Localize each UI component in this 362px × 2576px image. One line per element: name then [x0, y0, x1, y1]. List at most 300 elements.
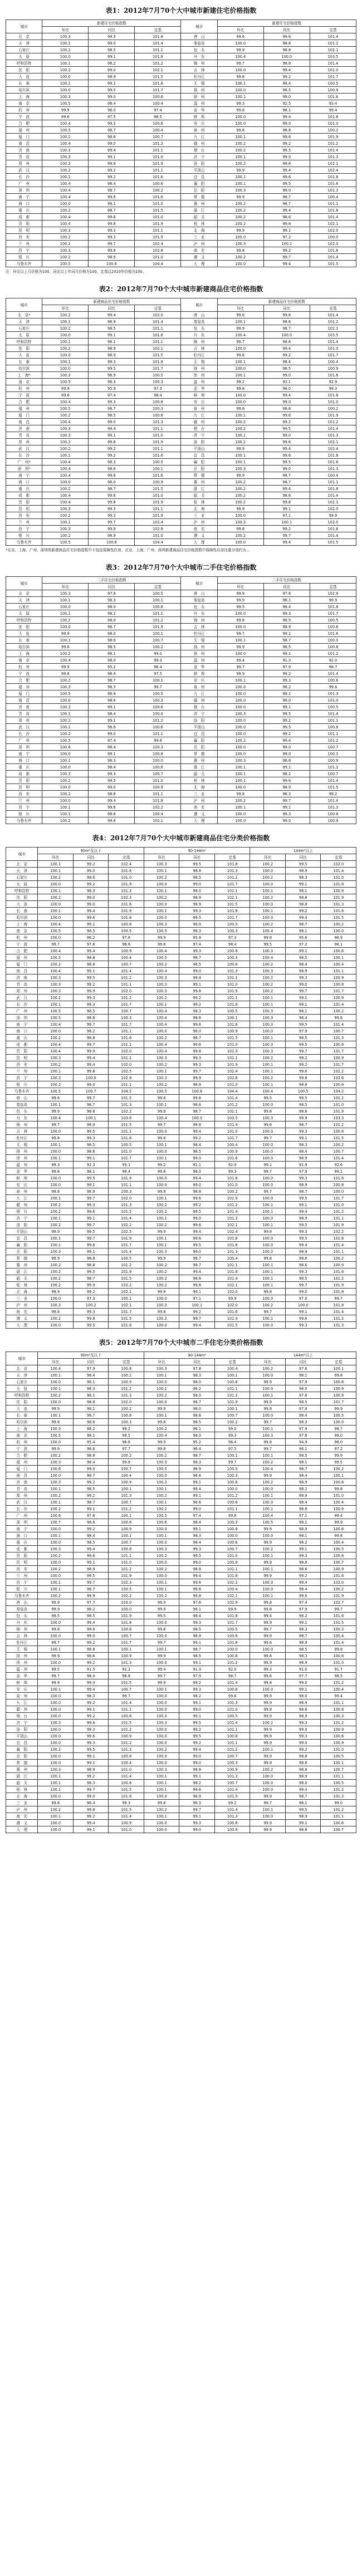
index-value-cell: 98.4	[285, 1586, 321, 1593]
index-value-cell: 100.3	[38, 1479, 74, 1486]
city-name-cell: 厦 门	[6, 134, 42, 140]
table-row	[6, 817, 356, 824]
index-value-cell: 100.6	[38, 1512, 74, 1519]
index-value-cell: 99.1	[73, 1155, 109, 1162]
index-value-cell: 100.1	[38, 1372, 74, 1379]
index-value-cell: 100.3	[38, 988, 74, 995]
column-sub-header: 环比	[217, 27, 263, 33]
city-name-cell: 长 沙	[6, 174, 42, 180]
index-value-cell: 99.4	[179, 1269, 215, 1275]
index-value-cell: 99.6	[179, 1786, 215, 1793]
index-value-cell: 98.6	[285, 1255, 321, 1262]
index-value-cell: 97.8	[89, 590, 135, 597]
index-value-cell: 98.9	[73, 1766, 109, 1773]
index-value-cell: 100.1	[217, 359, 263, 365]
index-value-cell: 100.0	[144, 1526, 179, 1532]
index-value-cell: 101.5	[109, 1275, 144, 1282]
index-value-cell: 99.7	[250, 1168, 286, 1175]
column-group-header: 新建商品住宅价格指数	[42, 298, 181, 305]
index-value-cell: 98.0	[179, 1028, 215, 1035]
index-value-cell: 99.2	[73, 1659, 109, 1666]
index-value-cell: 99.8	[250, 1679, 286, 1686]
index-value-cell: 100.0	[263, 53, 310, 60]
index-value-cell: 98.6	[179, 1015, 215, 1021]
city-name-cell: 昆 明	[6, 227, 42, 234]
index-value-cell: 100.8	[214, 1379, 250, 1385]
table-row	[6, 1182, 356, 1188]
table-row	[6, 87, 356, 94]
index-value-cell: 98.1	[179, 1606, 215, 1613]
table-row	[6, 180, 356, 187]
index-value-cell: 99.8	[179, 1282, 215, 1289]
index-value-cell: 97.2	[263, 234, 310, 241]
index-value-cell: 100.1	[109, 1512, 144, 1519]
index-value-cell: 99.9	[38, 1599, 74, 1606]
index-value-cell: 100.6	[321, 1653, 356, 1659]
city-name-cell: 湛 江	[6, 1773, 38, 1780]
index-value-cell: 99.5	[73, 1573, 109, 1579]
index-value-cell: 99.9	[214, 1295, 250, 1302]
table-row	[6, 472, 356, 479]
index-value-cell: 101.4	[214, 1720, 250, 1726]
city-name-cell: 济 南	[6, 147, 42, 154]
city-name-cell: 乌鲁木齐	[6, 1593, 38, 1599]
index-value-cell: 100.2	[38, 1202, 74, 1208]
index-value-cell: 101.6	[135, 194, 181, 200]
index-value-cell: 100.0	[250, 1532, 286, 1539]
index-value-cell: 100.2	[42, 650, 89, 657]
index-value-cell: 99.0	[73, 1466, 109, 1472]
index-value-cell: 100.2	[310, 127, 356, 134]
index-value-cell: 99.3	[285, 1322, 321, 1329]
index-value-cell: 98.8	[285, 1760, 321, 1766]
city-name-cell: 湛 江	[6, 1269, 38, 1275]
index-value-cell: 99.2	[263, 74, 310, 80]
table-row	[6, 928, 356, 934]
index-value-cell: 99.4	[263, 486, 310, 492]
index-value-cell: 100.1	[38, 1195, 74, 1202]
column-sub-header: 定基	[310, 305, 356, 312]
index-value-cell: 99.9	[250, 1760, 286, 1766]
city-name-cell: 郑 州	[6, 439, 42, 445]
index-value-cell: 98.1	[179, 1426, 215, 1432]
index-value-cell: 98.9	[89, 372, 135, 379]
index-value-cell: 98.3	[285, 1419, 321, 1426]
index-value-cell: 102.1	[310, 499, 356, 506]
index-value-cell: 100.3	[144, 1479, 179, 1486]
index-value-cell: 99.1	[73, 1182, 109, 1188]
column-sub-header: 定基	[214, 1359, 250, 1365]
city-name-cell: 济 宁	[181, 432, 217, 439]
table-row	[6, 1195, 356, 1202]
index-value-cell: 98.6	[89, 134, 135, 140]
index-value-cell: 100.9	[135, 479, 181, 486]
index-value-cell: 99.5	[73, 1746, 109, 1753]
index-value-cell: 100.9	[214, 1559, 250, 1566]
city-name-cell: 洛 阳	[181, 160, 217, 167]
city-name-cell: 贵 阳	[6, 1553, 38, 1559]
index-value-cell: 100.1	[217, 80, 263, 87]
index-value-cell: 99.5	[73, 1228, 109, 1235]
index-value-cell: 101.0	[135, 532, 181, 539]
index-value-cell: 100.4	[214, 1142, 250, 1148]
index-value-cell: 101.7	[321, 1048, 356, 1055]
index-value-cell: 101.3	[310, 764, 356, 771]
index-value-cell: 99.5	[285, 1195, 321, 1202]
index-value-cell: 99.7	[38, 941, 74, 948]
index-value-cell: 101.3	[109, 1492, 144, 1499]
index-value-cell: 100.6	[109, 1713, 144, 1720]
index-value-cell: 99.9	[38, 1289, 74, 1295]
index-value-cell: 100.8	[135, 120, 181, 127]
index-value-cell: 100.0	[250, 1128, 286, 1135]
index-value-cell: 100.2	[38, 1452, 74, 1459]
index-value-cell: 101.6	[214, 1639, 250, 1646]
index-value-cell: 98.7	[89, 405, 135, 412]
index-value-cell: 99.8	[321, 1372, 356, 1379]
index-value-cell: 99.3	[285, 974, 321, 981]
index-value-cell: 101.4	[321, 1155, 356, 1162]
index-value-cell: 100.2	[42, 791, 89, 797]
index-value-cell: 100.0	[42, 764, 89, 771]
table-row	[6, 1188, 356, 1195]
city-name-cell: 锦 州	[6, 1122, 38, 1128]
column-group-header: 新建住宅价格指数	[217, 20, 356, 27]
index-value-cell: 99.4	[217, 657, 263, 664]
column-sub-header: 同比	[179, 854, 215, 861]
index-value-cell: 101.0	[321, 1492, 356, 1499]
index-value-cell: 100.4	[42, 657, 89, 664]
table-section-t4	[0, 827, 362, 1332]
index-value-cell: 100.2	[135, 644, 181, 650]
index-value-cell: 99.9	[144, 1606, 179, 1613]
index-value-cell: 101.0	[321, 1659, 356, 1666]
index-value-cell: 99.4	[73, 1061, 109, 1068]
city-name-cell: 牡丹江	[181, 352, 217, 359]
index-value-cell: 96.4	[135, 664, 181, 670]
index-value-cell: 100.2	[214, 1419, 250, 1426]
city-name-cell: 海 口	[6, 757, 42, 764]
index-value-cell: 100.5	[135, 459, 181, 466]
index-value-cell: 99.7	[214, 1459, 250, 1466]
index-value-cell: 99.3	[179, 1820, 215, 1826]
index-value-cell: 100.4	[144, 1008, 179, 1015]
city-name-cell: 郑 州	[6, 1492, 38, 1499]
column-sub-header: 同比	[263, 27, 310, 33]
index-value-cell: 100.7	[109, 1686, 144, 1693]
table-row	[6, 1686, 356, 1693]
index-value-cell: 100.3	[109, 1015, 144, 1021]
index-value-cell: 98.4	[179, 1486, 215, 1492]
index-value-cell: 98.6	[285, 1766, 321, 1773]
index-value-cell: 100.1	[250, 1746, 286, 1753]
index-value-cell: 100.9	[321, 1385, 356, 1392]
index-value-cell: 101.4	[310, 312, 356, 319]
index-value-cell: 98.9	[285, 1639, 321, 1646]
table-row	[6, 968, 356, 974]
city-name-cell: 大 连	[6, 901, 38, 908]
index-value-cell: 101.6	[310, 180, 356, 187]
city-name-cell: 三 亚	[6, 1800, 38, 1806]
index-value-cell: 99.0	[263, 120, 310, 127]
index-value-cell: 100.2	[42, 134, 89, 140]
index-value-cell: 98.5	[73, 1539, 109, 1546]
index-value-cell: 102.5	[109, 1068, 144, 1075]
index-value-cell: 100.4	[144, 1041, 179, 1048]
city-name-cell: 福 州	[6, 127, 42, 134]
index-value-cell: 98.1	[285, 928, 321, 934]
index-value-cell: 99.8	[38, 1800, 74, 1806]
index-value-cell: 98.9	[285, 1492, 321, 1499]
index-value-cell: 98.4	[285, 1499, 321, 1506]
index-value-cell: 99.7	[321, 1295, 356, 1302]
index-value-cell: 101.6	[109, 1035, 144, 1041]
city-name-cell: 长 春	[6, 359, 42, 365]
city-name-cell: 常 德	[181, 472, 217, 479]
index-value-cell: 99.2	[263, 717, 310, 724]
index-value-cell: 100.3	[250, 1021, 286, 1028]
index-value-cell: 100.0	[217, 784, 263, 791]
index-value-cell: 100.2	[250, 1546, 286, 1553]
index-value-cell: 100.9	[321, 974, 356, 981]
index-value-cell: 100.1	[42, 597, 89, 604]
index-value-cell: 101.1	[214, 888, 250, 894]
column-header-city: 城市	[6, 20, 42, 33]
table-row	[6, 1048, 356, 1055]
table-row	[6, 1309, 356, 1315]
index-value-cell: 102.4	[214, 1228, 250, 1235]
index-value-cell: 98.5	[135, 114, 181, 120]
index-value-cell: 98.9	[179, 1466, 215, 1472]
index-value-cell: 101.4	[310, 214, 356, 221]
city-name-cell: 北 海	[181, 227, 217, 234]
table-row	[6, 1646, 356, 1653]
index-value-cell: 99.8	[42, 644, 89, 650]
index-value-cell: 100.1	[217, 452, 263, 459]
table-row	[6, 1733, 356, 1740]
index-value-cell: 100.1	[217, 764, 263, 771]
city-name-cell: 呼和浩特	[6, 60, 42, 67]
index-value-cell: 101.2	[310, 419, 356, 425]
index-value-cell: 100.0	[38, 1700, 74, 1706]
index-value-cell: 100.1	[214, 1015, 250, 1021]
index-value-cell: 98.9	[179, 1633, 215, 1639]
index-value-cell: 100.2	[250, 1302, 286, 1309]
index-value-cell: 102.0	[310, 241, 356, 247]
index-value-cell: 99.4	[109, 1168, 144, 1175]
index-value-cell: 100.0	[38, 1760, 74, 1766]
index-value-cell: 98.4	[285, 1412, 321, 1419]
index-value-cell: 99.2	[285, 908, 321, 914]
index-value-cell: 100.5	[250, 1519, 286, 1526]
index-value-cell: 100.8	[214, 1733, 250, 1740]
city-name-cell: 遵 义	[181, 811, 217, 817]
index-value-cell: 100.1	[144, 1101, 179, 1108]
index-value-cell: 100.5	[109, 928, 144, 934]
index-value-cell: 101.5	[321, 1619, 356, 1626]
index-value-cell: 99.3	[214, 1168, 250, 1175]
index-value-cell: 98.9	[285, 1526, 321, 1532]
table-row	[6, 526, 356, 532]
index-value-cell: 101.6	[321, 1613, 356, 1619]
index-value-cell: 100.1	[144, 908, 179, 914]
index-value-cell: 101.8	[214, 1613, 250, 1619]
city-name-cell: 哈尔滨	[6, 1419, 38, 1426]
index-value-cell: 99.6	[89, 804, 135, 811]
index-value-cell: 100.0	[250, 1780, 286, 1786]
table-row	[6, 1553, 356, 1559]
column-group-header: 144m²以上	[250, 848, 356, 854]
index-value-cell: 99.0	[179, 1215, 215, 1222]
index-value-cell: 100.9	[214, 1028, 250, 1035]
index-value-cell: 100.0	[217, 650, 263, 657]
table-row	[6, 1753, 356, 1760]
table-row	[6, 961, 356, 968]
index-value-cell: 102.8	[135, 247, 181, 254]
index-value-cell: 99.0	[73, 1081, 109, 1088]
index-value-cell: 100.5	[214, 1713, 250, 1720]
index-value-cell: 100.7	[321, 1826, 356, 1833]
index-value-cell: 100.2	[321, 1008, 356, 1015]
index-value-cell: 102.4	[109, 861, 144, 868]
city-name-cell: 大 理	[181, 539, 217, 546]
index-value-cell: 100.8	[135, 604, 181, 610]
index-value-cell: 100.0	[38, 1439, 74, 1446]
index-value-cell: 100.3	[250, 968, 286, 974]
index-value-cell: 101.3	[214, 1215, 250, 1222]
index-value-cell: 100.2	[42, 512, 89, 519]
index-value-cell: 100.0	[217, 684, 263, 690]
index-value-cell: 100.2	[217, 160, 263, 167]
table-row	[6, 610, 356, 617]
index-value-cell: 100.2	[42, 325, 89, 332]
city-name-cell: 厦 门	[6, 412, 42, 419]
index-value-cell: 99.9	[250, 1826, 286, 1833]
table-section-t3	[0, 557, 362, 827]
index-value-cell: 98.9	[73, 1188, 109, 1195]
index-value-cell: 98.5	[179, 874, 215, 881]
index-value-cell: 99.8	[250, 1606, 286, 1613]
index-value-cell: 100.3	[321, 1713, 356, 1720]
city-name-cell: 吉 林	[181, 67, 217, 74]
table-row	[6, 1162, 356, 1168]
index-value-cell: 100.0	[38, 1693, 74, 1700]
index-value-cell: 100.5	[321, 1546, 356, 1553]
index-value-cell: 99.6	[179, 1041, 215, 1048]
table-row	[6, 664, 356, 670]
city-name-cell: 贵 阳	[6, 221, 42, 227]
table-row	[6, 797, 356, 804]
index-value-cell: 100.3	[250, 1115, 286, 1122]
city-name-cell: 三 亚	[181, 791, 217, 797]
city-name-cell: 洛 阳	[6, 1222, 38, 1228]
city-name-cell: 济 宁	[6, 1215, 38, 1222]
table-row	[6, 1248, 356, 1255]
index-value-cell: 99.5	[321, 1459, 356, 1466]
city-name-cell: 泸 州	[181, 241, 217, 247]
index-value-cell: 99.2	[73, 1713, 109, 1720]
index-value-cell: 100.3	[144, 1546, 179, 1553]
index-value-cell: 100.4	[42, 419, 89, 425]
index-value-cell: 100.8	[214, 1479, 250, 1486]
index-value-cell: 101.9	[214, 1048, 250, 1055]
index-value-cell: 99.8	[38, 1135, 74, 1142]
index-value-cell: 100.1	[42, 757, 89, 764]
index-value-cell: 100.2	[144, 874, 179, 881]
table-row	[6, 1786, 356, 1793]
index-value-cell: 98.7	[89, 624, 135, 630]
index-value-cell: 101.1	[321, 1215, 356, 1222]
index-value-cell: 99.4	[285, 1786, 321, 1793]
index-value-cell: 99.6	[285, 1315, 321, 1322]
index-value-cell: 100.4	[38, 1041, 74, 1048]
index-value-cell: 98.3	[179, 1372, 215, 1379]
table-row	[6, 630, 356, 637]
index-value-cell: 100.6	[179, 1088, 215, 1095]
index-value-cell: 101.8	[310, 114, 356, 120]
city-name-cell: 唐 山	[6, 1095, 38, 1101]
index-value-cell: 100.6	[89, 539, 135, 546]
index-value-cell: 99.5	[250, 1095, 286, 1101]
index-value-cell: 100.0	[217, 731, 263, 737]
index-value-cell: 99.0	[179, 1753, 215, 1760]
index-value-cell: 101.8	[135, 332, 181, 339]
index-value-cell: 101.0	[321, 1746, 356, 1753]
index-value-cell: 99.1	[285, 1820, 321, 1826]
index-value-cell: 97.7	[285, 1673, 321, 1679]
table-row	[6, 100, 356, 107]
city-name-cell: 哈尔滨	[6, 87, 42, 94]
index-value-cell: 100.0	[42, 797, 89, 804]
index-value-cell: 99.0	[179, 968, 215, 974]
city-name-cell: 泉 州	[6, 1188, 38, 1195]
index-value-cell: 101.1	[214, 1506, 250, 1512]
index-value-cell: 100.4	[144, 1021, 179, 1028]
city-name-cell: 温 州	[181, 657, 217, 664]
table-row	[6, 1766, 356, 1773]
city-name-cell: 北 京	[6, 1365, 38, 1372]
index-value-cell: 98.4	[135, 392, 181, 399]
index-value-cell: 98.3	[179, 1459, 215, 1466]
index-value-cell: 100.0	[217, 751, 263, 757]
index-value-cell: 99.8	[89, 499, 135, 506]
index-value-cell: 100.0	[250, 1486, 286, 1492]
index-value-cell: 101.6	[109, 901, 144, 908]
city-name-cell: 杭 州	[6, 664, 42, 670]
index-value-cell: 99.2	[73, 1700, 109, 1706]
index-value-cell: 101.0	[214, 981, 250, 988]
index-value-cell: 97.4	[135, 107, 181, 114]
index-value-cell: 100.2	[250, 1766, 286, 1773]
index-value-cell: 100.2	[42, 445, 89, 452]
table-row	[6, 1385, 356, 1392]
index-value-cell: 101.2	[321, 1208, 356, 1215]
index-value-cell: 99.8	[250, 1108, 286, 1115]
index-value-cell: 101.0	[109, 1826, 144, 1833]
index-value-cell: 99.9	[38, 1405, 74, 1412]
index-value-cell: 100.5	[42, 737, 89, 744]
index-value-cell: 101.9	[135, 512, 181, 519]
city-name-cell: 北 京*	[6, 312, 42, 319]
index-value-cell: 100.6	[321, 1820, 356, 1826]
index-value-cell: 99.9	[214, 1606, 250, 1613]
index-value-cell: 100.6	[321, 1526, 356, 1532]
index-value-cell: 101.6	[109, 1322, 144, 1329]
index-value-cell: 101.4	[321, 1021, 356, 1028]
table-row	[6, 466, 356, 472]
index-value-cell: 98.7	[89, 207, 135, 214]
city-name-cell: 温 州	[181, 379, 217, 385]
